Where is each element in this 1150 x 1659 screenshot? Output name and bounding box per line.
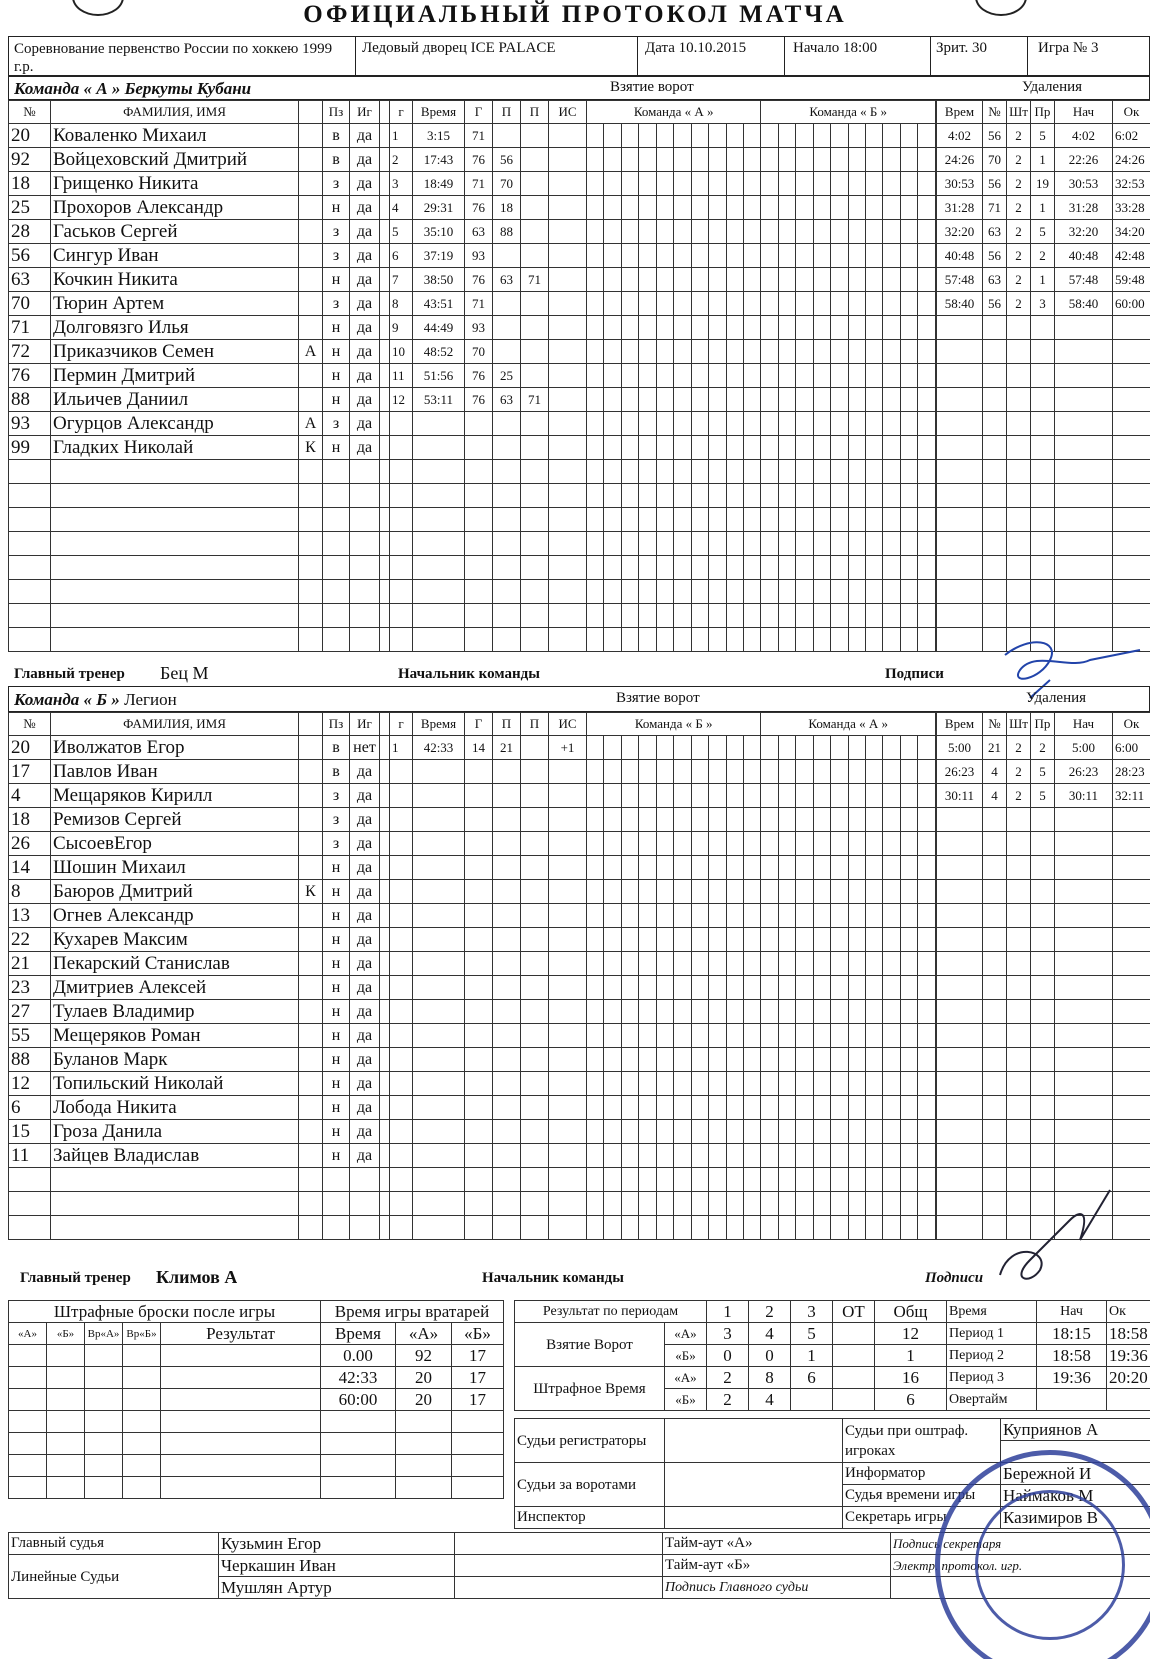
penalty-row	[937, 952, 1150, 976]
goal-row	[390, 1096, 587, 1120]
table-row: 93 Огурцов Александр А з да	[9, 412, 390, 436]
team-b-col-other: Команда « А »	[761, 713, 936, 736]
pos-header: Пз	[323, 713, 350, 736]
penalty-row	[937, 508, 1150, 532]
table-row	[9, 556, 390, 580]
penalty-row	[937, 388, 1150, 412]
team-a-penalties-heading: Удаления	[1022, 79, 1083, 95]
goal-row	[390, 580, 587, 604]
table-row: 63 Кочкин Никита н да	[9, 268, 390, 292]
arena: Ледовый дворец ICE PALACE	[362, 40, 556, 56]
team-b-title	[14, 690, 177, 710]
table-row	[9, 628, 390, 652]
period-time-row: Овертайм	[947, 1389, 1150, 1411]
table-row: 14 Шошин Михаил н да	[9, 856, 390, 880]
time-judge-name: Наймаков М	[1001, 1485, 1150, 1507]
no-header: №	[9, 101, 51, 124]
team-a-goals-table: г Время Г П П ИС 1 3:15 71 2 17:43 76 56 3 18:49 71 70 4 29:31 76 18 5 35:10 63 88 6 37:19 93 7 38:50 76 63 71 8 43:51 71 9 44:49 93 10 48:52 70 11 51:56 76 25 12 53:11 76 63 71	[389, 100, 587, 652]
goal-row: 7 38:50 76 63 71	[390, 268, 587, 292]
period-time-row: Период 3 19:36 20:20	[947, 1367, 1150, 1389]
team-a-chief-label: Начальник команды	[398, 666, 540, 682]
informator-name: Бережной И	[1001, 1463, 1150, 1485]
table-row: 26 СысоевЕгор з да	[9, 832, 390, 856]
goal-row: 6 37:19 93	[390, 244, 587, 268]
penalty-row: 26:23 4 2 5 26:23 28:23	[937, 760, 1150, 784]
table-row: 12 Топильский Николай н да	[9, 1072, 390, 1096]
penalty-row	[937, 856, 1150, 880]
table-row: 25 Прохоров Александр н да	[9, 196, 390, 220]
table-row: 23 Дмитриев Алексей н да	[9, 976, 390, 1000]
match-date: Дата 10.10.2015	[645, 40, 747, 56]
game-number: Игра № 3	[1038, 40, 1099, 56]
table-row	[9, 604, 390, 628]
penalty-row	[937, 1000, 1150, 1024]
goal-row	[390, 1192, 587, 1216]
goal-row	[390, 856, 587, 880]
table-row: 6 Лобода Никита н да	[9, 1096, 390, 1120]
goal-row: 11 51:56 76 25	[390, 364, 587, 388]
table-row: 18 Ремизов Сергей з да	[9, 808, 390, 832]
team-b-signature-icon	[990, 1180, 1150, 1290]
protocol-title: ОФИЦИАЛЬНЫЙ ПРОТОКОЛ МАТЧА	[303, 1, 847, 28]
team-b-penalties-heading: Удаления	[1026, 690, 1087, 706]
goal-row	[390, 508, 587, 532]
pen-judge-name: Куприянов А	[1001, 1419, 1150, 1441]
table-row	[9, 508, 390, 532]
table-row: 18 Грищенко Никита з да	[9, 172, 390, 196]
penalty-row	[937, 1048, 1150, 1072]
table-row: 8 Баюров Дмитрий К н да	[9, 880, 390, 904]
penalty-row	[937, 436, 1150, 460]
linesman-1: Черкашин Иван	[219, 1555, 455, 1577]
goal-row	[390, 436, 587, 460]
goalie-row: 0.00 92 17	[321, 1345, 504, 1367]
team-b-coach-label: Главный тренер	[20, 1270, 131, 1286]
penalty-row: 4:02 56 2 5 4:02 6:02	[937, 124, 1150, 148]
spectators: Зрит. 30	[936, 40, 987, 56]
table-row: 27 Тулаев Владимир н да	[9, 1000, 390, 1024]
goal-row: 1 42:33 14 21 +1	[390, 736, 587, 760]
goal-row	[390, 1168, 587, 1192]
penalty-row	[937, 460, 1150, 484]
goal-row	[390, 1144, 587, 1168]
table-row	[9, 1216, 390, 1240]
goal-row	[390, 880, 587, 904]
penalty-row: 24:26 70 2 1 22:26 24:26	[937, 148, 1150, 172]
played-header: Иг	[350, 101, 380, 124]
goal-row	[390, 1000, 587, 1024]
goal-row	[390, 928, 587, 952]
table-row	[9, 580, 390, 604]
penalty-row	[937, 880, 1150, 904]
linesman-2: Мушлян Артур	[219, 1577, 455, 1599]
penalty-row	[937, 976, 1150, 1000]
penalty-row	[937, 484, 1150, 508]
goal-row	[390, 484, 587, 508]
goal-row	[390, 832, 587, 856]
start-time: Начало 18:00	[793, 40, 878, 56]
team-b-signatures-label: Подписи	[925, 1270, 984, 1286]
team-a-roster	[8, 100, 390, 652]
table-row	[9, 532, 390, 556]
table-row	[9, 460, 390, 484]
table-row: 88 Ильичев Даниил н да	[9, 388, 390, 412]
competition: Соревнование первенство России по хоккею 1999 г.р.	[14, 41, 333, 74]
penalty-row	[937, 928, 1150, 952]
penalty-row: 57:48 63 2 1 57:48 59:48	[937, 268, 1150, 292]
period-row: «Б» 0 0 1 1	[515, 1345, 947, 1367]
table-row: 11 Зайцев Владислав н да	[9, 1144, 390, 1168]
team-b-label: Команда « Б »	[14, 690, 120, 709]
goal-row	[390, 1024, 587, 1048]
penalty-row: 32:20 63 2 5 32:20 34:20	[937, 220, 1150, 244]
goal-row	[390, 808, 587, 832]
table-row: 13 Огнев Александр н да	[9, 904, 390, 928]
penalty-row	[937, 1096, 1150, 1120]
goal-row	[390, 556, 587, 580]
period-times-table: Время Нач Ок Период 1 18:15 18:58 Период 2 18:58 19:36 Период 3 19:36 20:20 Овертайм	[946, 1300, 1150, 1411]
goal-row: 3 18:49 71 70	[390, 172, 587, 196]
penalty-row	[937, 1024, 1150, 1048]
period-time-row: Период 1 18:15 18:58	[947, 1323, 1150, 1345]
goal-row	[390, 1072, 587, 1096]
goal-row	[390, 952, 587, 976]
shootout-title: Штрафные броски после игры	[9, 1301, 321, 1323]
table-row: 56 Сингур Иван з да	[9, 244, 390, 268]
table-row: 20 Коваленко Михаил в да	[9, 124, 390, 148]
period-time-row: Период 2 18:58 19:36	[947, 1345, 1150, 1367]
table-row: 20 Иволжатов Егор в нет	[9, 736, 390, 760]
table-row	[9, 1168, 390, 1192]
table-row: 70 Тюрин Артем з да	[9, 292, 390, 316]
table-row	[9, 484, 390, 508]
penalty-row	[937, 1144, 1150, 1168]
team-a-col-self: Команда « А »	[587, 101, 761, 124]
table-row: 88 Буланов Марк н да	[9, 1048, 390, 1072]
table-row	[9, 1192, 390, 1216]
penalty-row	[937, 604, 1150, 628]
goal-row	[390, 628, 587, 652]
name-header: ФАМИЛИЯ, ИМЯ	[51, 713, 299, 736]
team-a-coach-label: Главный тренер	[14, 666, 125, 682]
team-b-goals-heading: Взятие ворот	[616, 690, 700, 706]
goal-row: 2 17:43 76 56	[390, 148, 587, 172]
penalty-row	[937, 808, 1150, 832]
goal-row: 10 48:52 70	[390, 340, 587, 364]
table-row: 22 Кухарев Максим н да	[9, 928, 390, 952]
team-a-col-other: Команда « Б »	[761, 101, 936, 124]
goal-row	[390, 784, 587, 808]
team-a-onice-grid	[586, 100, 936, 652]
team-a-penalties-table: Врем № Шт Пр Нач Ок 4:02 56 2 5 4:02 6:02 24:26 70 2 1 22:26 24:26 30:53 56 2 19 30:53 32:53 31:28 71 2 1 31:28 33:28 32:20 63 2 5 32:20 34:20 40:48 56 2 2 40:48 42:48 57:48 63 2 1 57:48 59:48 58:40 56 2 3 58:40 60:00	[936, 100, 1150, 652]
penalty-row	[937, 412, 1150, 436]
main-judges-table: Главный судья Кузьмин Егор Линейные Судьи Черкашин Иван Мушлян Артур	[8, 1532, 663, 1599]
team-b-coach: Климов А	[156, 1267, 238, 1287]
table-row: 76 Пермин Дмитрий н да	[9, 364, 390, 388]
table-row: 21 Пекарский Станислав н да	[9, 952, 390, 976]
table-row: 15 Гроза Данила н да	[9, 1120, 390, 1144]
penalty-row	[937, 904, 1150, 928]
team-b-chief-label: Начальник команды	[482, 1270, 624, 1286]
team-b-penalties-table: Врем № Шт Пр Нач Ок 5:00 21 2 2 5:00 6:00 26:23 4 2 5 26:23 28:23 30:11 4 2 5 30:11 32:11	[936, 712, 1150, 1240]
goal-row	[390, 604, 587, 628]
shootout-table: Штрафные броски после игры «А» «Б» Вр«А» Вр«Б» Результат	[8, 1300, 321, 1499]
stamp-inner-icon	[975, 1490, 1125, 1640]
table-row: 99 Гладких Николай К н да	[9, 436, 390, 460]
goal-row	[390, 1048, 587, 1072]
timeout-table: Тайм-аут «А» Подпись секретаря Тайм-аут «Б» Электр. протокол. игр. Подпись Главного судьи	[662, 1532, 1150, 1599]
main-judge-name: Кузьмин Егор	[219, 1533, 455, 1555]
penalty-row: 30:11 4 2 5 30:11 32:11	[937, 784, 1150, 808]
goal-row	[390, 904, 587, 928]
goalie-row: 42:33 20 17	[321, 1367, 504, 1389]
goal-row: 1 3:15 71	[390, 124, 587, 148]
penalty-row: 5:00 21 2 2 5:00 6:00	[937, 736, 1150, 760]
penalty-row: 40:48 56 2 2 40:48 42:48	[937, 244, 1150, 268]
goal-row	[390, 532, 587, 556]
penalty-row: 58:40 56 2 3 58:40 60:00	[937, 292, 1150, 316]
penalty-row	[937, 1072, 1150, 1096]
penalty-row	[937, 832, 1150, 856]
table-row: 72 Приказчиков Семен А н да	[9, 340, 390, 364]
penalty-row	[937, 532, 1150, 556]
goal-row: 4 29:31 76 18	[390, 196, 587, 220]
team-b-col-self: Команда « Б »	[587, 713, 761, 736]
penalty-row	[937, 580, 1150, 604]
no-header: №	[9, 713, 51, 736]
penalty-row: 31:28 71 2 1 31:28 33:28	[937, 196, 1150, 220]
team-a-title: Команда « А » Беркуты Кубани	[14, 79, 252, 98]
pos-header: Пз	[323, 101, 350, 124]
goal-row	[390, 412, 587, 436]
penalty-row	[937, 556, 1150, 580]
penalty-row	[937, 316, 1150, 340]
table-row: 4 Мещаряков Кирилл з да	[9, 784, 390, 808]
penalty-row	[937, 1120, 1150, 1144]
team-b-name: Легион	[124, 690, 177, 709]
goal-row: 8 43:51 71	[390, 292, 587, 316]
goalie-row: 60:00 20 17	[321, 1389, 504, 1411]
goal-row: 9 44:49 93	[390, 316, 587, 340]
team-b-goals-table: г Время Г П П ИС 1 42:33 14 21 +1	[389, 712, 587, 1240]
goalie-time-table: Время игры вратарей Время «А» «Б» 0.00 92 17 42:33 20 17 60:00 20 17	[320, 1300, 504, 1499]
goal-row	[390, 976, 587, 1000]
period-results-table: Результат по периодам 1 2 3 ОТ Общ Взятие Ворот «А» 3 4 5 12 «Б» 0 0 1 1 Штрафное Время «А» 2 8 6 16 «Б» 2 4 6	[514, 1300, 947, 1411]
goal-row	[390, 1120, 587, 1144]
goal-row	[390, 760, 587, 784]
goal-row	[390, 460, 587, 484]
table-row: 92 Войцеховский Дмитрий в да	[9, 148, 390, 172]
name-header: ФАМИЛИЯ, ИМЯ	[51, 101, 299, 124]
team-a-coach: Бец М	[160, 663, 209, 683]
table-row: 17 Павлов Иван в да	[9, 760, 390, 784]
team-b-onice-grid	[586, 712, 936, 1240]
period-row: Штрафное Время «А» 2 8 6 16	[515, 1367, 947, 1389]
table-row: 55 Мещеряков Роман н да	[9, 1024, 390, 1048]
table-row: 71 Долговязго Илья н да	[9, 316, 390, 340]
penalty-row	[937, 340, 1150, 364]
penalty-row	[937, 364, 1150, 388]
goal-row: 12 53:11 76 63 71	[390, 388, 587, 412]
officials-table: Судьи регистраторы Судьи при оштраф. игроках Куприянов А Судьи за воротами Информатор Бережной И Судья времени игры Наймаков М Инспектор Секретарь игры Казимиров В	[514, 1418, 1150, 1529]
played-header: Иг	[350, 713, 380, 736]
team-b-roster	[8, 712, 390, 1240]
team-a-signatures-label: Подписи	[885, 666, 944, 682]
secretary-name: Казимиров В	[1001, 1507, 1150, 1529]
goal-row: 5 35:10 63 88	[390, 220, 587, 244]
period-row: Взятие Ворот «А» 3 4 5 12	[515, 1323, 947, 1345]
team-a-goals-heading: Взятие ворот	[610, 79, 694, 95]
penalty-row: 30:53 56 2 19 30:53 32:53	[937, 172, 1150, 196]
table-row: 28 Гаськов Сергей з да	[9, 220, 390, 244]
goal-row	[390, 1216, 587, 1240]
period-row: «Б» 2 4 6	[515, 1389, 947, 1411]
